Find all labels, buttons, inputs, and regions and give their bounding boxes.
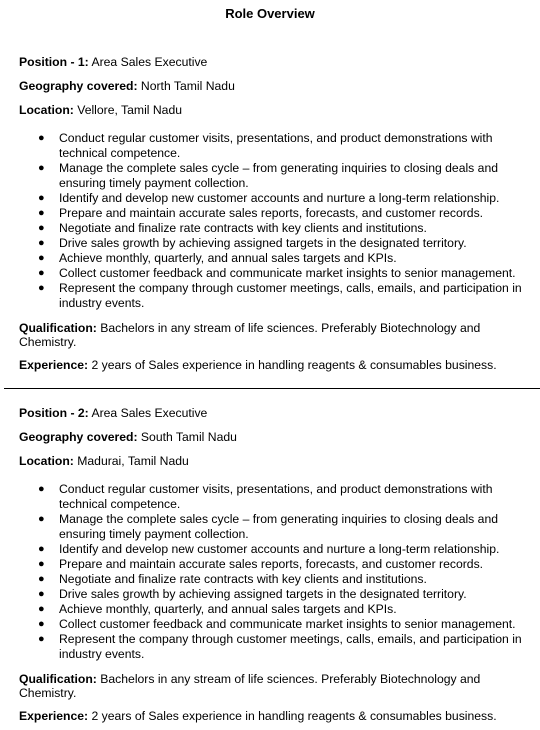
bullet-icon: ● bbox=[38, 252, 45, 264]
experience-label: Experience: bbox=[19, 358, 92, 372]
qualification-value: Bachelors in any stream of life sciences. Preferably Biotechnology and Chemistry. bbox=[19, 321, 481, 349]
qualification-field bbox=[19, 672, 500, 700]
bullet-icon: ● bbox=[38, 207, 45, 219]
list-item: ● Drive sales growth by achieving assigned targets in the designated territory. bbox=[38, 236, 467, 250]
bullet-icon: ● bbox=[38, 633, 45, 645]
list-item: ● Drive sales growth by achieving assigned targets in the designated territory. bbox=[38, 587, 467, 601]
bullet-icon: ● bbox=[38, 483, 45, 495]
list-item: ● Manage the complete sales cycle – from generating inquiries to closing deals and ensuring timely payment collection. bbox=[38, 512, 498, 541]
list-item: ● Represent the company through customer meetings, calls, emails, and participation in industry events. bbox=[38, 632, 522, 661]
section-divider bbox=[4, 388, 540, 389]
list-item: ● Conduct regular customer visits, presentations, and product demonstrations with technical competence. bbox=[38, 131, 493, 160]
list-item: ● Achieve monthly, quarterly, and annual sales targets and KPIs. bbox=[38, 251, 397, 265]
position-value: Area Sales Executive bbox=[91, 55, 208, 69]
bullet-icon: ● bbox=[38, 222, 45, 234]
geography-label: Geography covered: bbox=[19, 79, 141, 93]
position-section bbox=[0, 55, 540, 372]
list-item: ● Collect customer feedback and communicate market insights to senior management. bbox=[38, 266, 516, 280]
bullet-icon: ● bbox=[38, 618, 45, 630]
bullet-icon: ● bbox=[38, 558, 45, 570]
bullet-icon: ● bbox=[38, 603, 45, 615]
list-item: ● Manage the complete sales cycle – from generating inquiries to closing deals and ensuring timely payment collection. bbox=[38, 161, 498, 190]
geography-value: South Tamil Nadu bbox=[140, 430, 237, 444]
bullet-icon: ● bbox=[38, 162, 45, 174]
list-item: ● Prepare and maintain accurate sales reports, forecasts, and customer records. bbox=[38, 557, 484, 571]
experience-value: 2 years of Sales experience in handling reagents & consumables business. bbox=[91, 358, 497, 372]
geography-label: Geography covered: bbox=[19, 430, 141, 444]
list-item: ● Identify and develop new customer accounts and nurture a long-term relationship. bbox=[38, 191, 500, 205]
location-field bbox=[19, 454, 540, 468]
location-value: Madurai, Tamil Nadu bbox=[77, 454, 189, 468]
qualification-value: Bachelors in any stream of life sciences. Preferably Biotechnology and Chemistry. bbox=[19, 672, 481, 700]
bullet-icon: ● bbox=[38, 237, 45, 249]
experience-field bbox=[19, 358, 540, 372]
page-title: Role Overview bbox=[225, 6, 315, 21]
list-item: ● Negotiate and finalize rate contracts with key clients and institutions. bbox=[38, 572, 427, 586]
list-item: ● Collect customer feedback and communicate market insights to senior management. bbox=[38, 617, 516, 631]
position-label: Position - 2: bbox=[19, 406, 89, 420]
bullet-icon: ● bbox=[38, 513, 45, 525]
list-item: ● Represent the company through customer meetings, calls, emails, and participation in industry events. bbox=[38, 281, 522, 310]
list-item: ● Achieve monthly, quarterly, and annual sales targets and KPIs. bbox=[38, 602, 397, 616]
position-label: Position - 1: bbox=[19, 55, 89, 69]
bullet-icon: ● bbox=[38, 588, 45, 600]
location-value: Vellore, Tamil Nadu bbox=[77, 103, 183, 117]
list-item: ● Identify and develop new customer accounts and nurture a long-term relationship. bbox=[38, 542, 500, 556]
experience-value: 2 years of Sales experience in handling reagents & consumables business. bbox=[91, 709, 497, 723]
bullet-icon: ● bbox=[38, 282, 45, 294]
bullet-icon: ● bbox=[38, 543, 45, 555]
location-label: Location: bbox=[19, 103, 78, 117]
bullet-icon: ● bbox=[38, 132, 45, 144]
responsibilities-list bbox=[0, 131, 540, 311]
experience-field bbox=[19, 709, 540, 723]
position-section bbox=[0, 406, 540, 723]
position-field bbox=[19, 55, 540, 69]
qualification-field bbox=[19, 321, 500, 349]
bullet-icon: ● bbox=[38, 573, 45, 585]
list-item: ● Conduct regular customer visits, presentations, and product demonstrations with technical competence. bbox=[38, 482, 493, 511]
qualification-label: Qualification: bbox=[19, 672, 101, 686]
responsibilities-list bbox=[0, 482, 540, 662]
geography-value: North Tamil Nadu bbox=[140, 79, 235, 93]
location-field bbox=[19, 103, 540, 117]
geography-field bbox=[19, 430, 540, 444]
geography-field bbox=[19, 79, 540, 93]
experience-label: Experience: bbox=[19, 709, 92, 723]
list-item: ● Negotiate and finalize rate contracts with key clients and institutions. bbox=[38, 221, 427, 235]
qualification-label: Qualification: bbox=[19, 321, 101, 335]
bullet-icon: ● bbox=[38, 267, 45, 279]
bullet-icon: ● bbox=[38, 192, 45, 204]
position-field bbox=[19, 406, 540, 420]
list-item: ● Prepare and maintain accurate sales reports, forecasts, and customer records. bbox=[38, 206, 484, 220]
location-label: Location: bbox=[19, 454, 78, 468]
position-value: Area Sales Executive bbox=[91, 406, 208, 420]
